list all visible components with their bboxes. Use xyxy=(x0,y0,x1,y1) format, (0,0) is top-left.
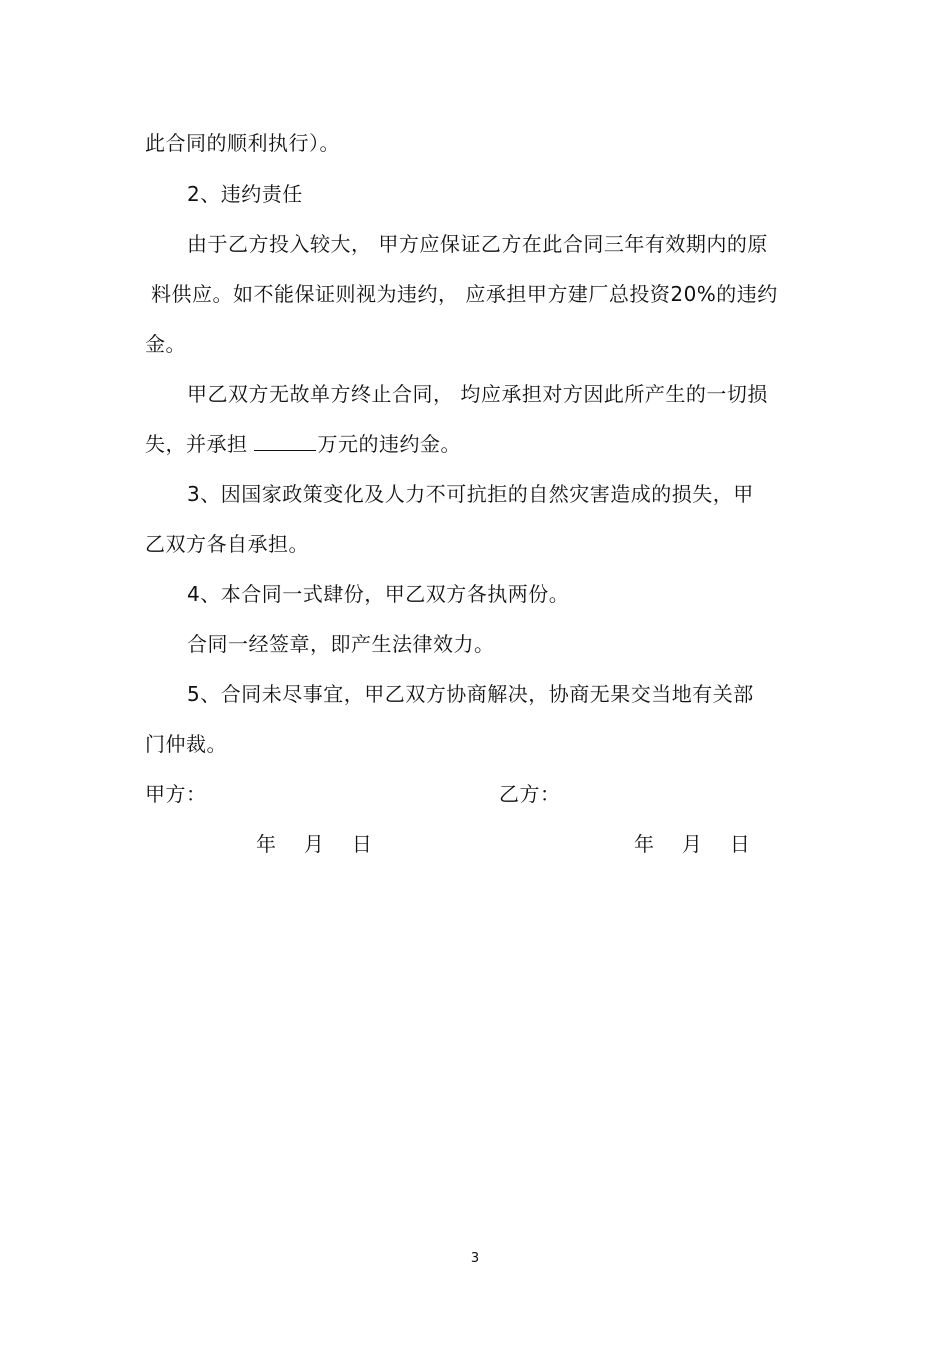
text-line: 甲乙双方无故单方终止合同， 均应承担对方因此所产生的一切损 xyxy=(187,382,768,406)
text-line: 乙双方各自承担。 xyxy=(145,532,309,556)
text-line: 合同一经签章，即产生法律效力。 xyxy=(187,632,495,656)
party-b-label: 乙方： xyxy=(499,782,561,806)
section-heading-disputes: 5、合同未尽事宜，甲乙双方协商解决，协商无果交当地有关部 xyxy=(187,682,754,706)
page-number: 3 xyxy=(470,1251,480,1266)
text-line: 门仲裁。 xyxy=(145,732,227,756)
party-a-date: 年 月 日 xyxy=(256,832,373,856)
text-line: 由于乙方投入较大， 甲方应保证乙方在此合同三年有效期内的原 xyxy=(187,232,768,256)
penalty-text-after: 万元的违约金。 xyxy=(317,432,461,456)
section-heading-breach: 2、违约责任 xyxy=(187,182,303,206)
party-a-label: 甲方： xyxy=(145,782,207,806)
section-heading-copies: 4、本合同一式肆份，甲乙双方各执两份。 xyxy=(187,582,570,606)
section-heading-force-majeure: 3、因国家政策变化及人力不可抗拒的自然灾害造成的损失，甲 xyxy=(187,482,754,506)
penalty-line xyxy=(145,432,461,456)
penalty-amount-blank xyxy=(254,432,316,451)
party-b-date: 年 月 日 xyxy=(634,832,751,856)
text-line: 金。 xyxy=(145,332,186,356)
penalty-text-before: 失，并承担 xyxy=(145,432,248,456)
text-line: 此合同的顺利执行）。 xyxy=(145,131,340,155)
text-line: 料供应。如不能保证则视为违约， 应承担甲方建厂总投资20%的违约 xyxy=(151,282,778,306)
